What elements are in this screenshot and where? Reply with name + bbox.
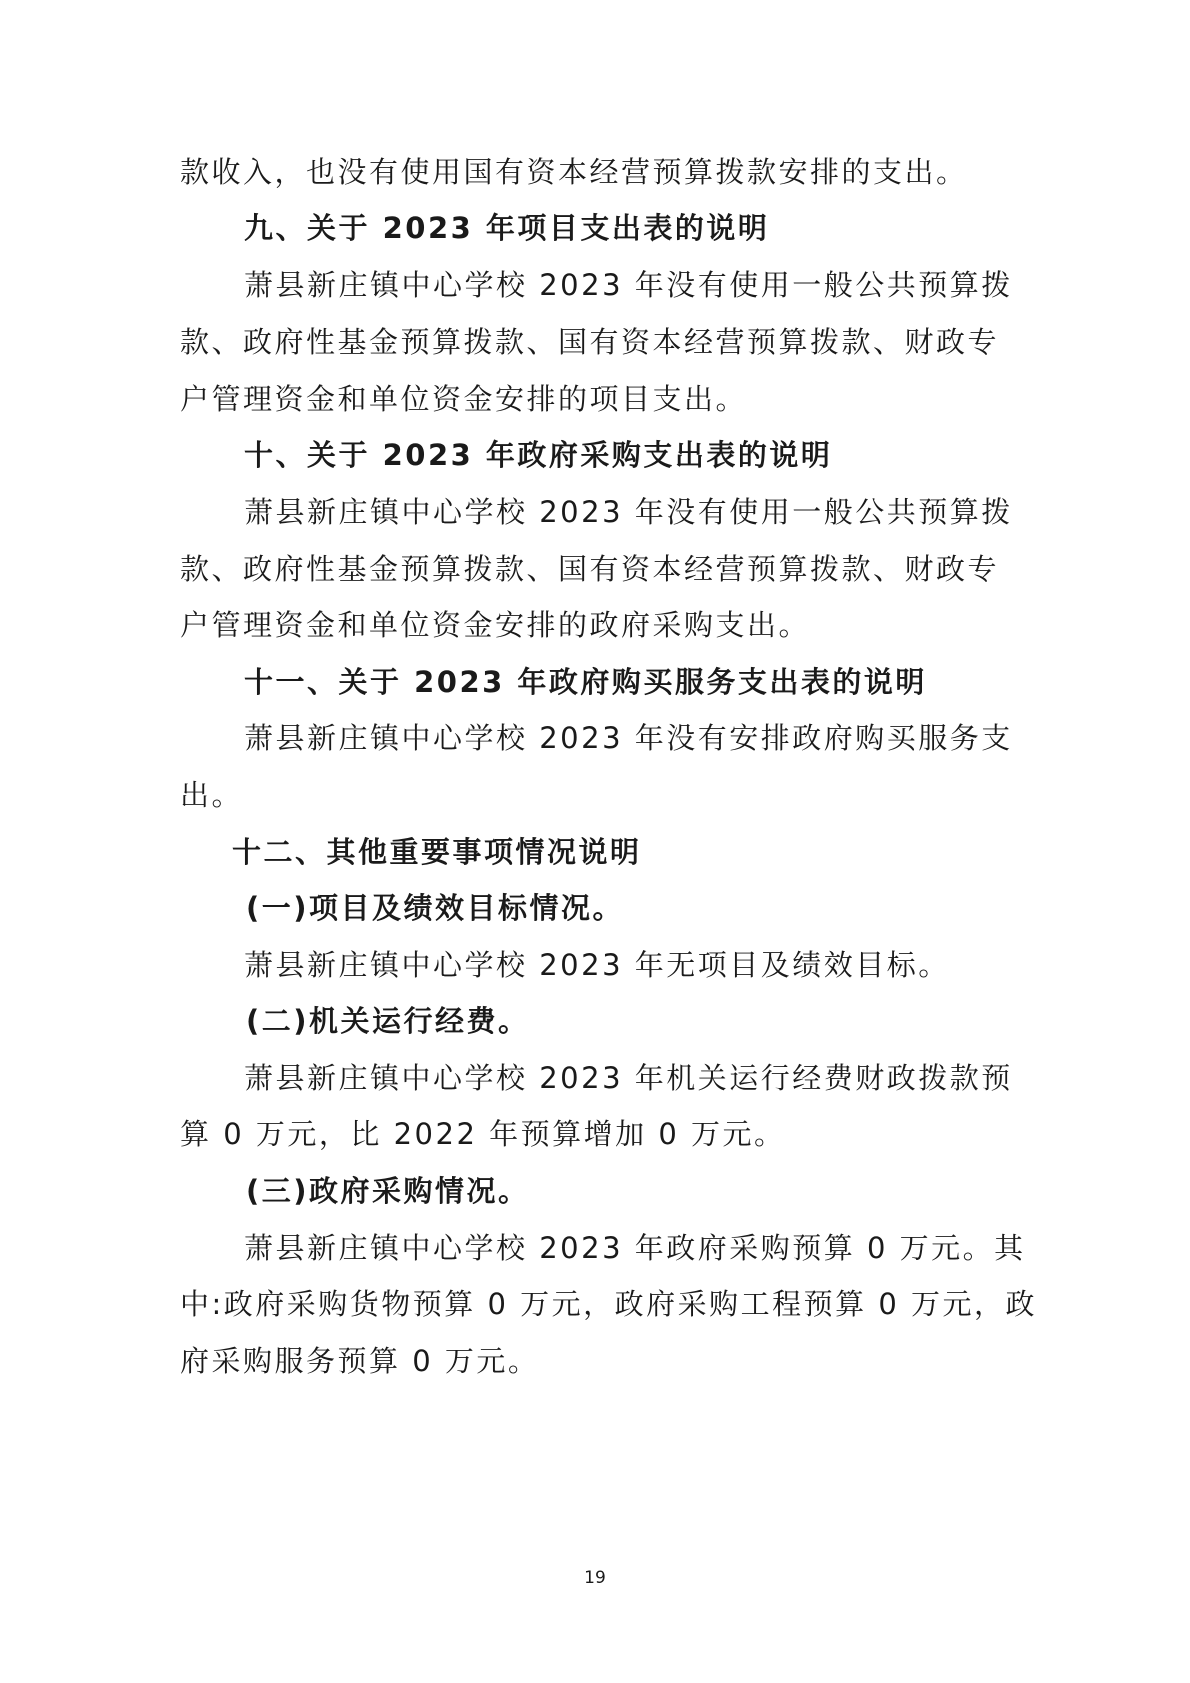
- body-text-line: 款、政府性基金预算拨款、国有资本经营预算拨款、财政专: [180, 552, 1000, 586]
- subsection-heading-3: (三)政府采购情况。: [246, 1174, 530, 1208]
- body-text-line: 萧县新庄镇中心学校 2023 年没有使用一般公共预算拨: [244, 268, 1013, 302]
- subsection-heading-2: (二)机关运行经费。: [246, 1004, 530, 1038]
- body-text-line: 府采购服务预算 0 万元。: [180, 1344, 540, 1378]
- body-text-line: 萧县新庄镇中心学校 2023 年无项目及绩效目标。: [244, 948, 950, 982]
- body-text-line: 中:政府采购货物预算 0 万元，政府采购工程预算 0 万元，政: [180, 1287, 1038, 1321]
- section-heading-9: 九、关于 2023 年项目支出表的说明: [244, 211, 770, 245]
- body-text-line: 萧县新庄镇中心学校 2023 年机关运行经费财政拨款预: [244, 1061, 1013, 1095]
- subsection-heading-1: (一)项目及绩效目标情况。: [246, 891, 625, 925]
- body-text-line: 萧县新庄镇中心学校 2023 年没有使用一般公共预算拨: [244, 495, 1013, 529]
- body-text-line: 户管理资金和单位资金安排的政府采购支出。: [180, 608, 811, 642]
- section-heading-10: 十、关于 2023 年政府采购支出表的说明: [244, 438, 833, 472]
- section-heading-12: 十二、其他重要事项情况说明: [232, 835, 642, 869]
- body-text-line: 出。: [180, 778, 244, 812]
- body-text-line: 户管理资金和单位资金安排的项目支出。: [180, 382, 748, 416]
- body-text-line: 萧县新庄镇中心学校 2023 年政府采购预算 0 万元。其: [244, 1231, 1026, 1265]
- body-text-line: 算 0 万元，比 2022 年预算增加 0 万元。: [180, 1117, 786, 1151]
- body-text-line: 款收入，也没有使用国有资本经营预算拨款安排的支出。: [180, 155, 968, 189]
- section-heading-11: 十一、关于 2023 年政府购买服务支出表的说明: [244, 665, 927, 699]
- body-text-line: 款、政府性基金预算拨款、国有资本经营预算拨款、财政专: [180, 325, 1000, 359]
- page-number: 19: [584, 1568, 606, 1588]
- body-text-line: 萧县新庄镇中心学校 2023 年没有安排政府购买服务支: [244, 721, 1013, 755]
